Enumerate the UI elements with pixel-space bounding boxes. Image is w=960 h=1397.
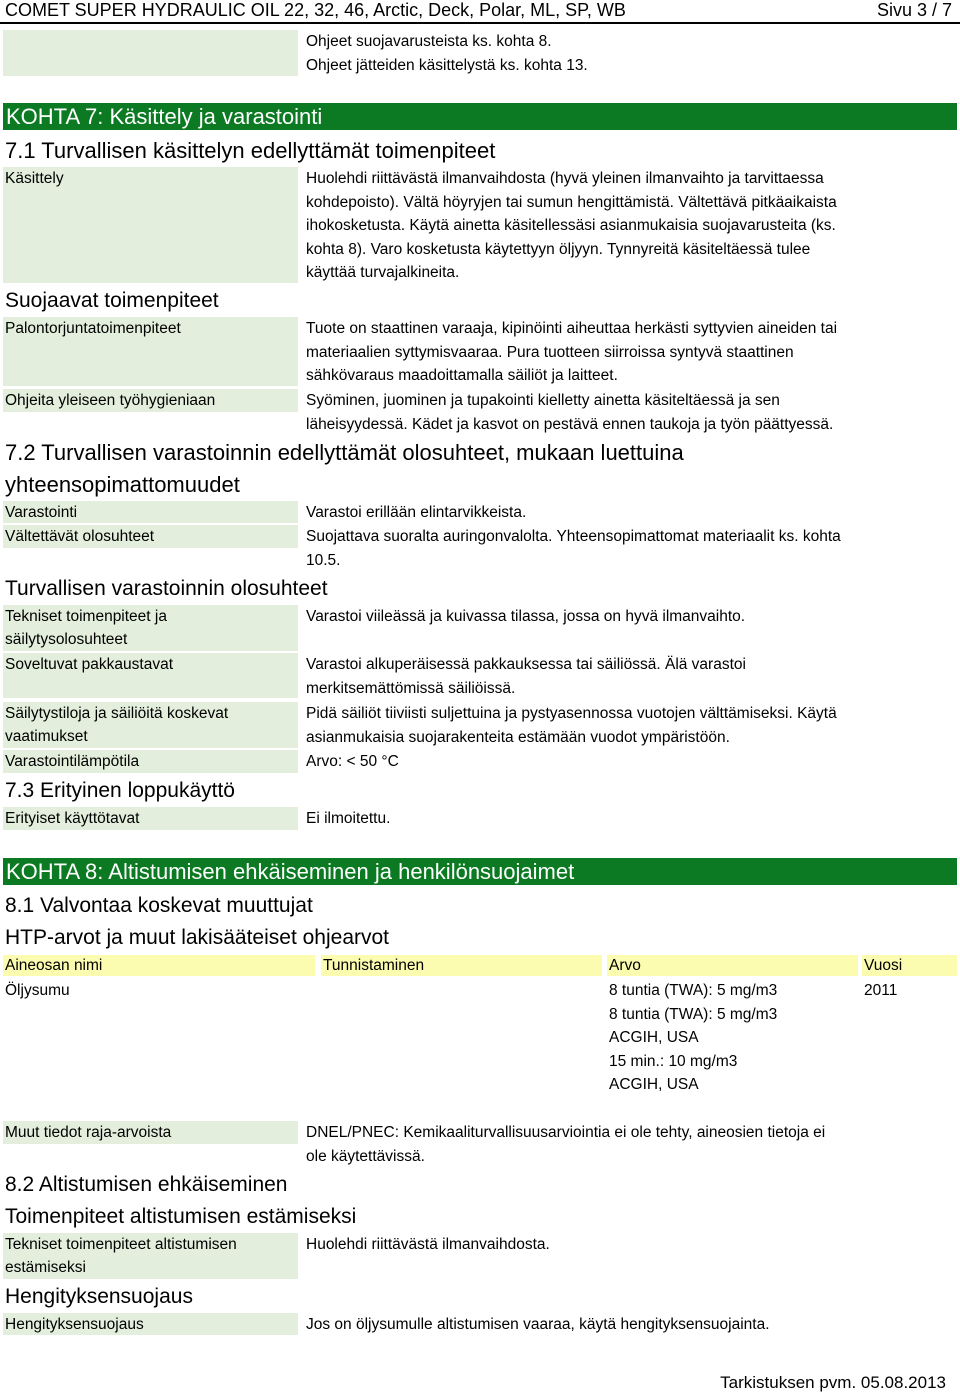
text-line: Huolehdi riittävästä ilmanvaihdosta (hyvä yleinen ilmanvaihto ja tarvittaessa [306,170,824,187]
text-line: 8 tuntia (TWA): 5 mg/m3 [609,1005,778,1023]
label-line: Säilytystiloja ja säiliöitä koskevat [5,705,229,722]
heading-htp: HTP-arvot ja muut lakisääteiset ohjearvot [5,926,389,949]
text-line: 8 tuntia (TWA): 5 mg/m3 [609,982,778,999]
value-respiratory: Jos on öljysumulle altistumisen vaaraa, käytä hengityksensuojainta. [306,1316,770,1333]
label-respiratory: Hengityksensuojaus [3,1313,298,1335]
label-packaging: Soveltuvat pakkaustavat [3,653,298,698]
table-cell-value [609,979,777,1097]
value-storage: Varastoi erillään elintarvikkeista. [306,504,527,521]
text-line: ole käytettävissä. [306,1147,425,1165]
text-line: merkitsemättömissä säiliöissä. [306,679,516,697]
section-8-title: KOHTA 8: Altistumisen ehkäiseminen ja henkilönsuojaimet [3,858,957,885]
label-kasittely: Käsittely [3,167,298,283]
value-packaging [306,653,926,700]
text-line: ACGIH, USA [609,1029,699,1046]
section-7-title: KOHTA 7: Käsittely ja varastointi [3,103,957,130]
page-number: Sivu 3 / 7 [876,0,952,20]
table-header-value: Arvo [607,955,858,976]
header-divider [0,22,960,24]
heading-7-1: 7.1 Turvallisen käsittelyn edellyttämät toimenpiteet [5,138,496,163]
document-title: COMET SUPER HYDRAULIC OIL 22, 32, 46, Arctic, Deck, Polar, ML, SP, WB [5,0,626,20]
text-line: ACGIH, USA [609,1076,699,1093]
heading-respiratory: Hengityksensuojaus [5,1285,193,1308]
value-fire [306,317,926,388]
label-other-limits: Muut tiedot raja-arvoista [3,1121,298,1144]
label-line: estämiseksi [5,1259,86,1276]
heading-safe-storage: Turvallisen varastoinnin olosuhteet [5,577,328,600]
top-note: Ohjeet jätteiden käsittelystä ks. kohta 13. [306,56,588,74]
heading-7-2-line2: yhteensopimattomuudet [5,472,240,497]
label-storage: Varastointi [3,501,298,523]
label-hygiene: Ohjeita yleiseen työhygieniaan [3,389,298,412]
label-special-use: Erityiset käyttötavat [3,807,298,830]
text-line: Syöminen, juominen ja tupakointi kielletty ainetta käsiteltäessä ja sen [306,392,780,409]
heading-measures: Toimenpiteet altistumisen estämiseksi [5,1205,357,1228]
value-temperature: Arvo: < 50 °C [306,753,399,770]
label-requirements [3,702,298,748]
text-line: käyttää turvajalkineita. [306,264,460,281]
label-avoid: Vältettävät olosuhteet [3,525,298,548]
empty-label-cell [3,30,298,76]
text-line: asianmukaisia suojarakenteita estämään vuodot ympäristöön. [306,728,730,746]
text-line: Tuote on staattinen varaaja, kipinöinti aiheuttaa herkästi syttyvien aineiden tai [306,320,838,337]
label-line: Tekniset toimenpiteet altistumisen [5,1236,237,1253]
table-cell-year: 2011 [864,982,898,999]
text-line: 10.5. [306,551,341,569]
text-line: Varastoi alkuperäisessä pakkauksessa tai säiliössä. Älä varastoi [306,656,746,673]
top-note: Ohjeet suojavarusteista ks. kohta 8. [306,33,552,50]
text-line: Pidä säiliöt tiiviisti suljettuina ja pystyasennossa vuotojen välttämiseksi. Käytä [306,705,837,722]
label-line: Tekniset toimenpiteet ja [5,608,167,625]
heading-8-1: 8.1 Valvontaa koskevat muuttujat [5,894,313,917]
label-fire: Palontorjuntatoimenpiteet [3,317,298,386]
value-requirements [306,702,926,749]
text-line: Suojattava suoralta auringonvalolta. Yhteensopimattomat materiaalit ks. kohta [306,528,841,545]
text-line: kohta 8). Varo kosketusta käytettyyn öljyyn. Tynnyreitä käsiteltäessä tulee [306,240,811,258]
label-line: vaatimukset [5,728,88,745]
value-other-limits [306,1121,926,1168]
revision-date: Tarkistuksen pvm. 05.08.2013 [720,1373,946,1392]
heading-7-3: 7.3 Erityinen loppukäyttö [5,779,235,802]
value-special-use: Ei ilmoitettu. [306,810,391,827]
label-technical [3,605,298,651]
value-exposure-tech: Huolehdi riittävästä ilmanvaihdosta. [306,1236,550,1253]
label-line: säilytysolosuhteet [5,631,128,648]
table-cell-name: Öljysumu [5,982,70,999]
value-kasittely [306,167,926,285]
text-line: DNEL/PNEC: Kemikaaliturvallisuusarviointia ei ole tehty, aineosien tietoja ei [306,1124,826,1141]
text-line: läheisyydessä. Kädet ja kasvot on pestävä ennen taukoja ja työn päättyessä. [306,415,834,433]
text-line: 15 min.: 10 mg/m3 [609,1052,738,1070]
text-line: sähkövaraus maadoittamalla säiliöt ja laitteet. [306,367,618,384]
text-line: materiaalien syttymisvaaraa. Pura tuotteen siirroissa syntyvä staattinen [306,343,794,361]
top-notes [306,30,926,77]
text-line: kohdepoisto). Vältä höyryjen tai sumun hengittämistä. Vältettävä pitkäaikaista [306,193,837,211]
value-hygiene [306,389,926,436]
value-avoid [306,525,926,572]
label-exposure-tech [3,1233,298,1279]
table-header-name: Aineosan nimi [3,955,315,976]
table-header-id: Tunnistaminen [321,955,602,976]
text-line: ihokosketusta. Käytä ainetta käsitellessäsi asianmukaisia suojavarusteita (ks. [306,217,836,234]
label-temperature: Varastointilämpötila [3,750,298,773]
heading-7-2-line1: 7.2 Turvallisen varastoinnin edellyttämät olosuhteet, mukaan luettuina [5,440,684,465]
heading-8-2: 8.2 Altistumisen ehkäiseminen [5,1173,288,1196]
value-technical: Varastoi viileässä ja kuivassa tilassa, jossa on hyvä ilmanvaihto. [306,608,746,625]
table-header-year: Vuosi [862,955,957,976]
heading-protective: Suojaavat toimenpiteet [5,289,219,312]
